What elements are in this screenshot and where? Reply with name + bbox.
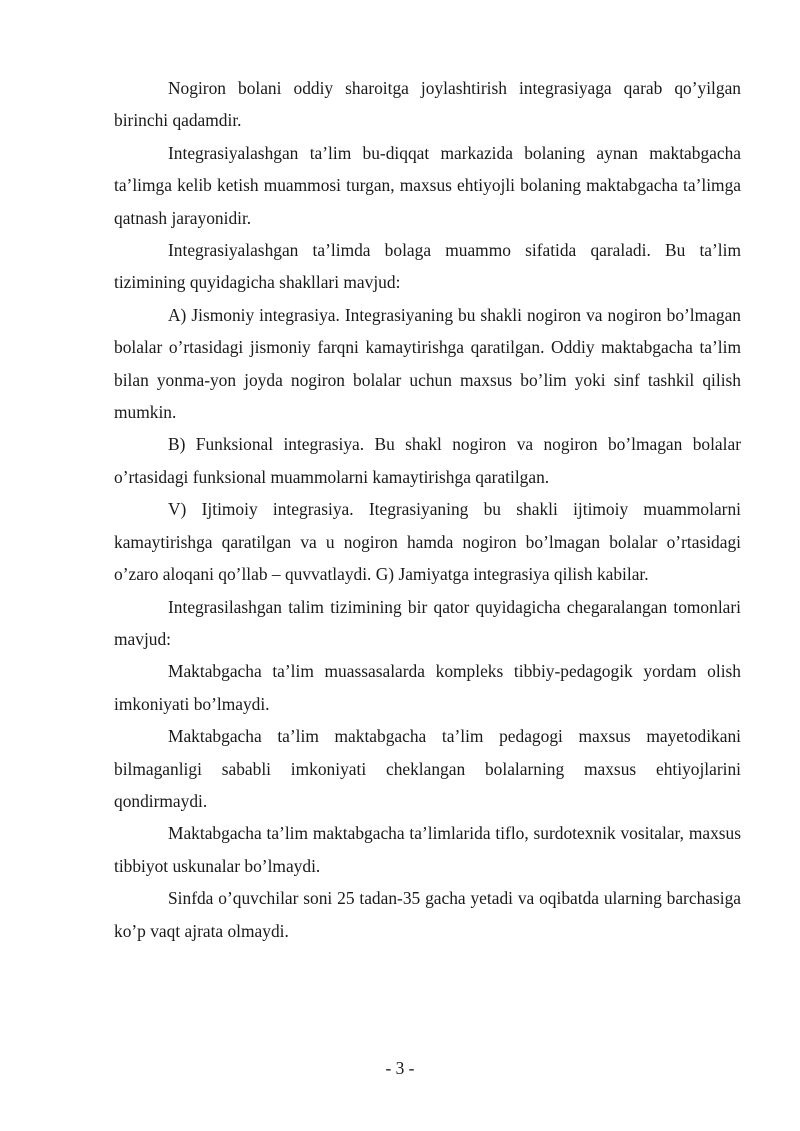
paragraph: Nogiron bolani oddiy sharoitga joylashtirish integrasiyaga qarab qo’yilgan birinchi qadamdir.	[114, 78, 741, 131]
paragraph: Sinfda o’quvchilar soni 25 tadan-35 gacha yetadi va oqibatda ularning barchasiga ko’p vaqt ajrata olmaydi.	[114, 888, 741, 941]
document-body	[114, 72, 741, 947]
paragraph: Integrasiyalashgan ta’lim bu-diqqat markazida bolaning aynan maktabgacha ta’limga kelib ketish muammosi turgan, maxsus ehtiyojli bolaning maktabgacha ta’limga qatnash jarayonidir.	[114, 142, 741, 228]
paragraph: Maktabgacha ta’lim maktabgacha ta’limlarida tiflo, surdotexnik vositalar, maxsus tibbiyot uskunalar bo’lmaydi.	[114, 823, 741, 876]
page-number: - 3 -	[385, 1058, 415, 1078]
paragraph: Integrasilashgan talim tizimining bir qator quyidagicha chegaralangan tomonlari mavjud:	[114, 596, 741, 649]
paragraph: Maktabgacha ta’lim maktabgacha ta’lim pedagogi maxsus mayetodikani bilmaganligi sababli imkoniyati cheklangan bolalarning maxsus ehtiyojlarini qondirmaydi.	[114, 726, 741, 811]
paragraph: Integrasiyalashgan ta’limda bolaga muammo sifatida qaraladi. Bu ta’lim tizimining quyidagicha shakllari mavjud:	[114, 240, 741, 293]
paragraph-list-item-v: V) Ijtimoiy integrasiya. Itegrasiyaning bu shakli ijtimoiy muammolarni kamaytirishga qaratilgan va u nogiron hamda nogiron bo’lmagan bolalar o’rtasidagi o’zaro aloqani qo’llab – quvvatlaydi. G) Jamiyatga integrasiya qilish kabilar.	[114, 499, 741, 585]
paragraph: Maktabgacha ta’lim muassasalarda kompleks tibbiy-pedagogik yordam olish imkoniyati bo’lmaydi.	[114, 661, 741, 714]
paragraph-list-item-a: A) Jismoniy integrasiya. Integrasiyaning bu shakli nogiron va nogiron bo’lmagan bolalar o’rtasidagi jismoniy farqni kamaytirishga qaratilgan. Oddiy maktabgacha ta’lim bilan yonma-yon joyda nogiron bolalar uchun maxsus bo’lim yoki sinf tashkil qilish mumkin.	[114, 304, 741, 423]
paragraph-list-item-b: B) Funksional integrasiya. Bu shakl nogiron va nogiron bo’lmagan bolalar o’rtasidagi funksional muammolarni kamaytirishga qaratilgan.	[114, 434, 741, 487]
